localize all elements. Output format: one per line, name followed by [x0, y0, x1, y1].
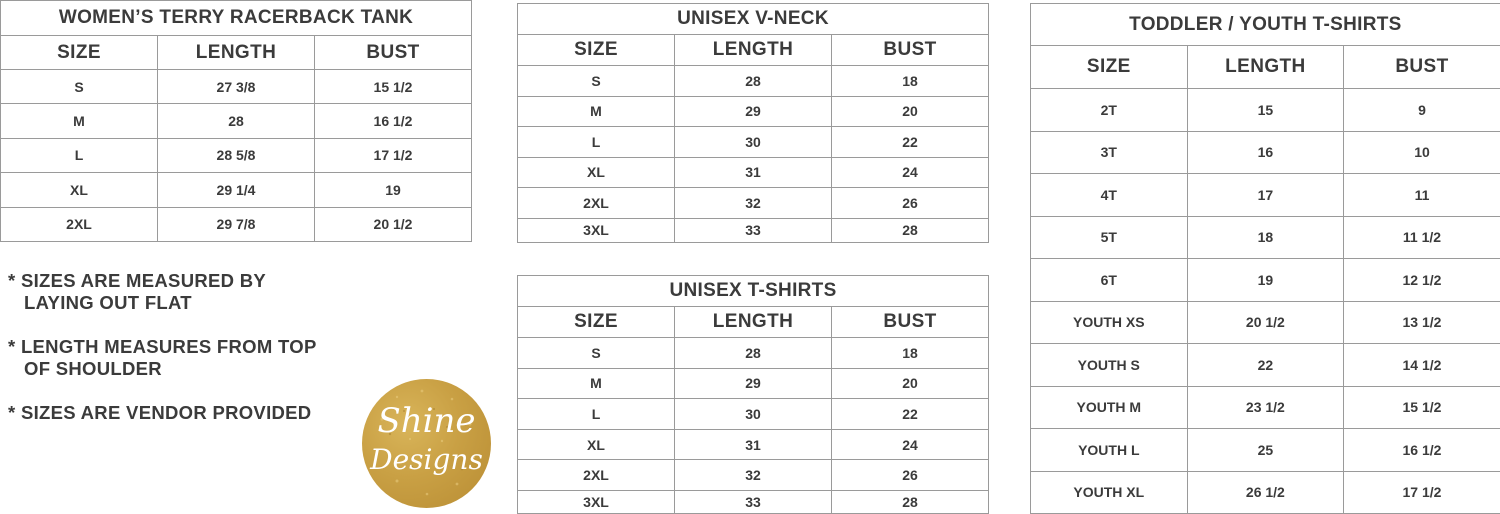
- bust-cell: 13 1/2: [1344, 301, 1500, 344]
- length-cell: 30: [675, 399, 832, 430]
- size-cell: 3XL: [518, 218, 675, 242]
- bust-cell: 26: [832, 188, 989, 219]
- toddler-youth-size-table: [1030, 3, 1500, 514]
- length-column-header: LENGTH: [158, 36, 315, 70]
- length-cell: 28 5/8: [158, 138, 315, 172]
- size-cell: S: [518, 66, 675, 97]
- length-cell: 29: [675, 368, 832, 399]
- length-cell: 18: [1187, 216, 1344, 259]
- bust-column-header: BUST: [832, 35, 989, 66]
- size-cell: S: [1, 70, 158, 104]
- note-line: LAYING OUT FLAT: [8, 292, 368, 314]
- note-line: * LENGTH MEASURES FROM TOP: [8, 336, 317, 357]
- length-cell: 29 1/4: [158, 173, 315, 207]
- table-row: [518, 490, 989, 513]
- bust-column-header: BUST: [832, 307, 989, 338]
- table-row: [518, 96, 989, 127]
- length-column-header: LENGTH: [1187, 46, 1344, 89]
- table-row: [518, 429, 989, 460]
- bust-cell: 22: [832, 127, 989, 158]
- bust-cell: 28: [832, 218, 989, 242]
- size-cell: 3T: [1031, 131, 1188, 174]
- note-length-measure: [8, 336, 368, 380]
- length-cell: 16: [1187, 131, 1344, 174]
- size-column-header: SIZE: [1031, 46, 1188, 89]
- length-cell: 23 1/2: [1187, 386, 1344, 429]
- size-cell: 2XL: [518, 188, 675, 219]
- size-cell: 2XL: [518, 460, 675, 491]
- note-measured-flat: [8, 270, 368, 314]
- length-cell: 25: [1187, 429, 1344, 472]
- bust-cell: 9: [1344, 89, 1500, 132]
- unisex-vneck-size-table: [517, 3, 989, 243]
- bust-cell: 15 1/2: [315, 70, 472, 104]
- bust-cell: 17 1/2: [1344, 471, 1500, 514]
- note-line: * SIZES ARE VENDOR PROVIDED: [8, 402, 311, 423]
- length-cell: 28: [675, 338, 832, 369]
- table-row: [518, 127, 989, 158]
- length-cell: 33: [675, 490, 832, 513]
- table-row: [1031, 386, 1500, 429]
- size-cell: M: [518, 96, 675, 127]
- bust-cell: 18: [832, 338, 989, 369]
- size-column-header: SIZE: [1, 36, 158, 70]
- bust-cell: 10: [1344, 131, 1500, 174]
- size-column-header: SIZE: [518, 307, 675, 338]
- size-cell: L: [518, 127, 675, 158]
- table-row: [1031, 174, 1500, 217]
- size-cell: S: [518, 338, 675, 369]
- size-cell: YOUTH S: [1031, 344, 1188, 387]
- table-row: [1, 70, 472, 104]
- table-row: [1, 138, 472, 172]
- size-cell: M: [518, 368, 675, 399]
- length-cell: 26 1/2: [1187, 471, 1344, 514]
- bust-cell: 20: [832, 96, 989, 127]
- size-cell: XL: [1, 173, 158, 207]
- table-row: [518, 66, 989, 97]
- size-cell: 2XL: [1, 207, 158, 241]
- table-title: UNISEX T-SHIRTS: [518, 276, 989, 307]
- logo-word-shine: Shine: [362, 401, 491, 441]
- table-title: TODDLER / YOUTH T-SHIRTS: [1031, 4, 1500, 46]
- table-row: [1031, 301, 1500, 344]
- length-cell: 33: [675, 218, 832, 242]
- bust-cell: 24: [832, 157, 989, 188]
- size-cell: XL: [518, 157, 675, 188]
- bust-cell: 26: [832, 460, 989, 491]
- table-title: UNISEX V-NECK: [518, 4, 989, 35]
- table-row: [1031, 259, 1500, 302]
- bust-column-header: BUST: [1344, 46, 1500, 89]
- bust-cell: 18: [832, 66, 989, 97]
- table-row: [1, 207, 472, 241]
- bust-cell: 28: [832, 490, 989, 513]
- bust-cell: 20: [832, 368, 989, 399]
- note-line: OF SHOULDER: [8, 358, 368, 380]
- unisex-tshirts-size-table: [517, 275, 989, 514]
- bust-cell: 19: [315, 173, 472, 207]
- length-cell: 28: [158, 104, 315, 138]
- length-cell: 31: [675, 429, 832, 460]
- length-cell: 32: [675, 460, 832, 491]
- length-column-header: LENGTH: [675, 35, 832, 66]
- bust-cell: 14 1/2: [1344, 344, 1500, 387]
- table-row: [1031, 471, 1500, 514]
- table-row: [1031, 344, 1500, 387]
- size-cell: 6T: [1031, 259, 1188, 302]
- size-cell: XL: [518, 429, 675, 460]
- size-cell: 5T: [1031, 216, 1188, 259]
- logo-word-designs: Designs: [362, 443, 491, 476]
- bust-cell: 12 1/2: [1344, 259, 1500, 302]
- bust-cell: 15 1/2: [1344, 386, 1500, 429]
- bust-cell: 24: [832, 429, 989, 460]
- bust-cell: 20 1/2: [315, 207, 472, 241]
- bust-column-header: BUST: [315, 36, 472, 70]
- table-title: WOMEN’S TERRY RACERBACK TANK: [1, 1, 472, 36]
- length-cell: 19: [1187, 259, 1344, 302]
- length-cell: 20 1/2: [1187, 301, 1344, 344]
- table-row: [1, 173, 472, 207]
- size-cell: L: [1, 138, 158, 172]
- size-column-header: SIZE: [518, 35, 675, 66]
- length-cell: 17: [1187, 174, 1344, 217]
- table-row: [1031, 89, 1500, 132]
- length-cell: 31: [675, 157, 832, 188]
- table-row: [518, 157, 989, 188]
- length-cell: 29 7/8: [158, 207, 315, 241]
- size-cell: YOUTH M: [1031, 386, 1188, 429]
- size-cell: YOUTH L: [1031, 429, 1188, 472]
- table-row: [518, 188, 989, 219]
- table-row: [1031, 216, 1500, 259]
- shine-designs-logo: [362, 379, 491, 508]
- length-cell: 29: [675, 96, 832, 127]
- table-row: [518, 368, 989, 399]
- length-cell: 30: [675, 127, 832, 158]
- womens-tank-size-table: [0, 0, 472, 242]
- table-row: [1031, 429, 1500, 472]
- size-cell: 3XL: [518, 490, 675, 513]
- table-row: [518, 218, 989, 242]
- table-row: [1031, 131, 1500, 174]
- length-cell: 22: [1187, 344, 1344, 387]
- length-column-header: LENGTH: [675, 307, 832, 338]
- table-row: [518, 399, 989, 430]
- bust-cell: 16 1/2: [315, 104, 472, 138]
- size-cell: 4T: [1031, 174, 1188, 217]
- sizing-notes: [8, 270, 368, 446]
- bust-cell: 11 1/2: [1344, 216, 1500, 259]
- note-vendor-provided: [8, 402, 368, 424]
- size-cell: M: [1, 104, 158, 138]
- length-cell: 28: [675, 66, 832, 97]
- table-row: [1, 104, 472, 138]
- length-cell: 27 3/8: [158, 70, 315, 104]
- length-cell: 15: [1187, 89, 1344, 132]
- bust-cell: 11: [1344, 174, 1500, 217]
- size-cell: YOUTH XS: [1031, 301, 1188, 344]
- size-cell: L: [518, 399, 675, 430]
- bust-cell: 22: [832, 399, 989, 430]
- size-cell: YOUTH XL: [1031, 471, 1188, 514]
- note-line: * SIZES ARE MEASURED BY: [8, 270, 266, 291]
- bust-cell: 17 1/2: [315, 138, 472, 172]
- size-cell: 2T: [1031, 89, 1188, 132]
- table-row: [518, 460, 989, 491]
- table-row: [518, 338, 989, 369]
- length-cell: 32: [675, 188, 832, 219]
- bust-cell: 16 1/2: [1344, 429, 1500, 472]
